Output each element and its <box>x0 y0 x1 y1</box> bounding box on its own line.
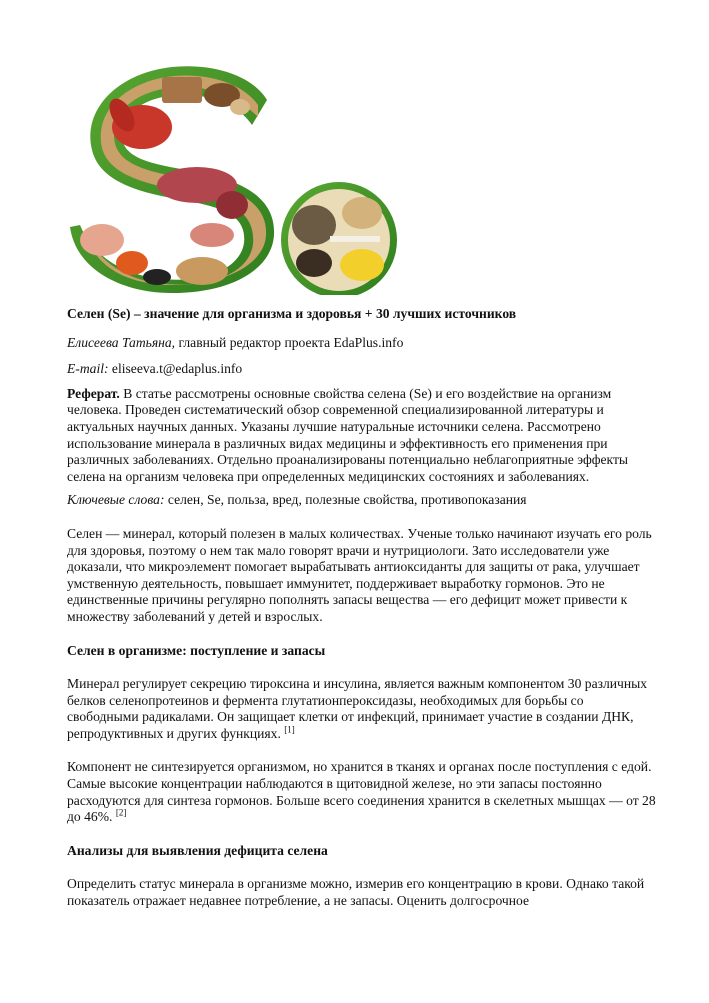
red-caviar <box>116 251 148 275</box>
section1-paragraph-2 <box>67 759 657 825</box>
octopus-shape <box>190 223 234 247</box>
abstract-text: В статье рассмотрены основные свойства селена (Se) и его воздействие на организм человека. Проведен систематический обзор современной специализированной литературы и актуальных научных данных. Указаны лучшие натуральные источники селена. Рассмотрено использование минерала в различных видах медицины и эффективность его применения при различных заболеваниях. Отдельно проанализированы потенциально неблагоприятные эффекты селена на организм человека при определенных медицинских состояниях и заболеваниях. <box>67 385 629 484</box>
keywords <box>67 492 657 509</box>
selenium-food-illustration <box>62 55 402 295</box>
email-line <box>67 361 657 378</box>
mushrooms <box>342 197 382 229</box>
abstract <box>67 386 657 486</box>
section-heading-intake: Селен в организме: поступление и запасы <box>67 642 326 658</box>
meat-shape <box>216 191 248 219</box>
keywords-text: селен, Se, польза, вред, полезные свойства, противопоказания <box>164 492 527 508</box>
email-label: E-mail: <box>67 361 109 377</box>
black-caviar <box>143 269 171 285</box>
author-line <box>67 335 657 352</box>
article-body <box>67 306 657 927</box>
article-title: Селен (Se) – значение для организма и здоровья + 30 лучших источников <box>67 306 517 321</box>
section1-paragraph-2-text: Компонент не синтезируется организмом, но хранится в тканях и органах после поступления с едой. Самые высокие концентрации наблюдаются в щитовидной железе, но эти запасы постоянно расходуются для синтеза гормонов. Больше всего соединения хранится в скелетных мышцах — от 28 до 46%. <box>67 759 656 825</box>
author-name: Елисеева Татьяна, <box>67 334 176 350</box>
salmon-shape <box>80 224 124 256</box>
nut-shape <box>230 99 250 115</box>
email-value: eliseeva.t@edaplus.info <box>108 361 243 377</box>
section1-paragraph-1 <box>67 676 657 742</box>
section2-paragraph-1: Определить статус минерала в организме можно, измерив его концентрацию в крови. Однако такой показатель отражает недавнее потребление, а не запасы. Оценить долгосрочное <box>67 876 645 909</box>
nuts-pile <box>176 257 228 285</box>
intro-paragraph: Селен — минерал, который полезен в малых количествах. Ученые только начинают изучать его роль для здоровья, поэтому о нем так мало говорят врачи и нутрициологи. Зато исследователи уже доказали, что микроэлемент помогает вырабатывать антиоксиданты для защиты от рака, улучшает умственную деятельность, повышает иммунитет, поддерживает выработку гормонов. Это не единственные причины регулярно пополнять запасы вещества — его дефицит может привести к множеству заболеваний у детей и взрослых. <box>67 525 652 624</box>
corn-pile <box>340 249 384 281</box>
section1-paragraph-1-text: Минерал регулирует секрецию тироксина и инсулина, является важным компонентом 30 различных белков селенопротеинов и фермента глутатионпероксидазы, необходимых для борьбы со свободными радикалами. Он защищает клетки от инфекций, принимает участие в создании ДНК, репродуктивных и других функциях. <box>67 676 648 741</box>
author-role: главный редактор проекта EdaPlus.info <box>175 334 404 350</box>
keywords-label: Ключевые слова: <box>67 492 165 508</box>
bread-slice <box>162 77 202 103</box>
letter-e-bar <box>330 236 380 242</box>
reference-1[interactable]: [1] <box>284 724 295 735</box>
grains-pile <box>296 249 332 277</box>
seeds-pile <box>292 205 336 245</box>
section-heading-tests: Анализы для выявления дефицита селена <box>67 842 328 858</box>
abstract-label: Реферат. <box>67 385 120 401</box>
reference-2[interactable]: [2] <box>115 807 127 818</box>
